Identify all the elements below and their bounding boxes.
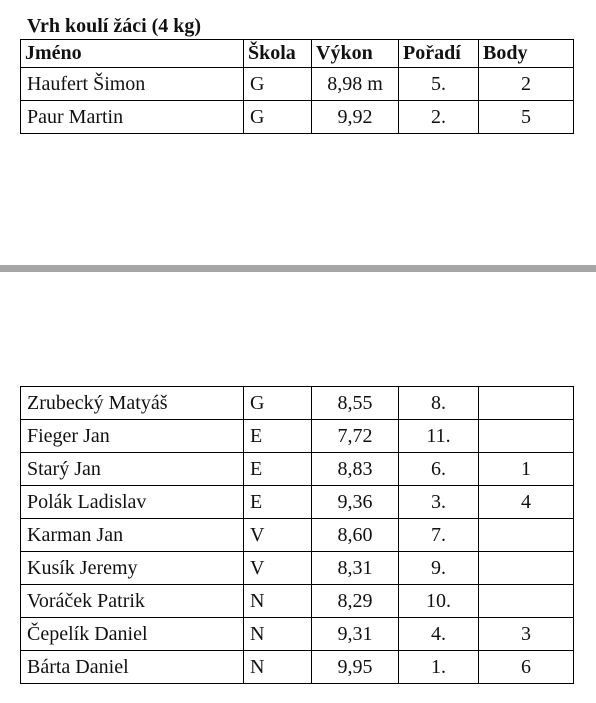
cell-rank: 10. bbox=[399, 585, 479, 618]
cell-rank: 6. bbox=[399, 453, 479, 486]
cell-rank: 2. bbox=[399, 101, 479, 134]
cell-school: E bbox=[244, 453, 312, 486]
cell-performance: 9,92 bbox=[312, 101, 399, 134]
cell-points: 6 bbox=[479, 651, 574, 684]
cell-points: 5 bbox=[479, 101, 574, 134]
cell-school: N bbox=[244, 651, 312, 684]
table-row bbox=[21, 552, 574, 585]
cell-school: V bbox=[244, 519, 312, 552]
cell-points: 1 bbox=[479, 453, 574, 486]
cell-rank: 9. bbox=[399, 552, 479, 585]
cell-school: V bbox=[244, 552, 312, 585]
cell-name: Fieger Jan bbox=[21, 420, 244, 453]
cell-school: G bbox=[244, 68, 312, 101]
cell-school: G bbox=[244, 387, 312, 420]
results-table-bottom bbox=[20, 386, 574, 684]
cell-name: Bárta Daniel bbox=[21, 651, 244, 684]
cell-school: N bbox=[244, 618, 312, 651]
cell-points bbox=[479, 585, 574, 618]
table-row bbox=[21, 420, 574, 453]
cell-name: Starý Jan bbox=[21, 453, 244, 486]
cell-performance: 9,31 bbox=[312, 618, 399, 651]
cell-performance: 8,83 bbox=[312, 453, 399, 486]
cell-rank: 7. bbox=[399, 519, 479, 552]
cell-name: Haufert Šimon bbox=[21, 68, 244, 101]
cell-points bbox=[479, 519, 574, 552]
page-divider bbox=[0, 265, 596, 272]
column-header-rank: Pořadí bbox=[399, 40, 479, 68]
cell-points bbox=[479, 420, 574, 453]
cell-performance: 8,29 bbox=[312, 585, 399, 618]
table-row bbox=[21, 618, 574, 651]
table-row bbox=[21, 486, 574, 519]
column-header-points: Body bbox=[479, 40, 574, 68]
table-row bbox=[21, 101, 574, 134]
page-title: Vrh koulí žáci (4 kg) bbox=[27, 15, 202, 37]
cell-name: Paur Martin bbox=[21, 101, 244, 134]
column-header-school: Škola bbox=[244, 40, 312, 68]
cell-performance: 7,72 bbox=[312, 420, 399, 453]
cell-name: Zrubecký Matyáš bbox=[21, 387, 244, 420]
table-row bbox=[21, 585, 574, 618]
cell-performance: 9,36 bbox=[312, 486, 399, 519]
table-row bbox=[21, 519, 574, 552]
table-row bbox=[21, 387, 574, 420]
table-row bbox=[21, 68, 574, 101]
cell-points bbox=[479, 387, 574, 420]
cell-rank: 3. bbox=[399, 486, 479, 519]
cell-points: 2 bbox=[479, 68, 574, 101]
cell-points bbox=[479, 552, 574, 585]
cell-school: E bbox=[244, 420, 312, 453]
results-table-top bbox=[20, 39, 574, 134]
cell-performance: 8,98 m bbox=[312, 68, 399, 101]
column-header-name: Jméno bbox=[21, 40, 244, 68]
cell-name: Polák Ladislav bbox=[21, 486, 244, 519]
cell-rank: 1. bbox=[399, 651, 479, 684]
cell-school: N bbox=[244, 585, 312, 618]
cell-performance: 8,55 bbox=[312, 387, 399, 420]
cell-rank: 5. bbox=[399, 68, 479, 101]
cell-performance: 9,95 bbox=[312, 651, 399, 684]
cell-name: Voráček Patrik bbox=[21, 585, 244, 618]
cell-school: G bbox=[244, 101, 312, 134]
cell-performance: 8,31 bbox=[312, 552, 399, 585]
table-header-row bbox=[21, 40, 574, 68]
cell-rank: 11. bbox=[399, 420, 479, 453]
cell-rank: 4. bbox=[399, 618, 479, 651]
cell-points: 3 bbox=[479, 618, 574, 651]
table-row bbox=[21, 651, 574, 684]
table-row bbox=[21, 453, 574, 486]
cell-rank: 8. bbox=[399, 387, 479, 420]
cell-name: Kusík Jeremy bbox=[21, 552, 244, 585]
cell-performance: 8,60 bbox=[312, 519, 399, 552]
cell-name: Karman Jan bbox=[21, 519, 244, 552]
column-header-performance: Výkon bbox=[312, 40, 399, 68]
cell-points: 4 bbox=[479, 486, 574, 519]
cell-school: E bbox=[244, 486, 312, 519]
cell-name: Čepelík Daniel bbox=[21, 618, 244, 651]
